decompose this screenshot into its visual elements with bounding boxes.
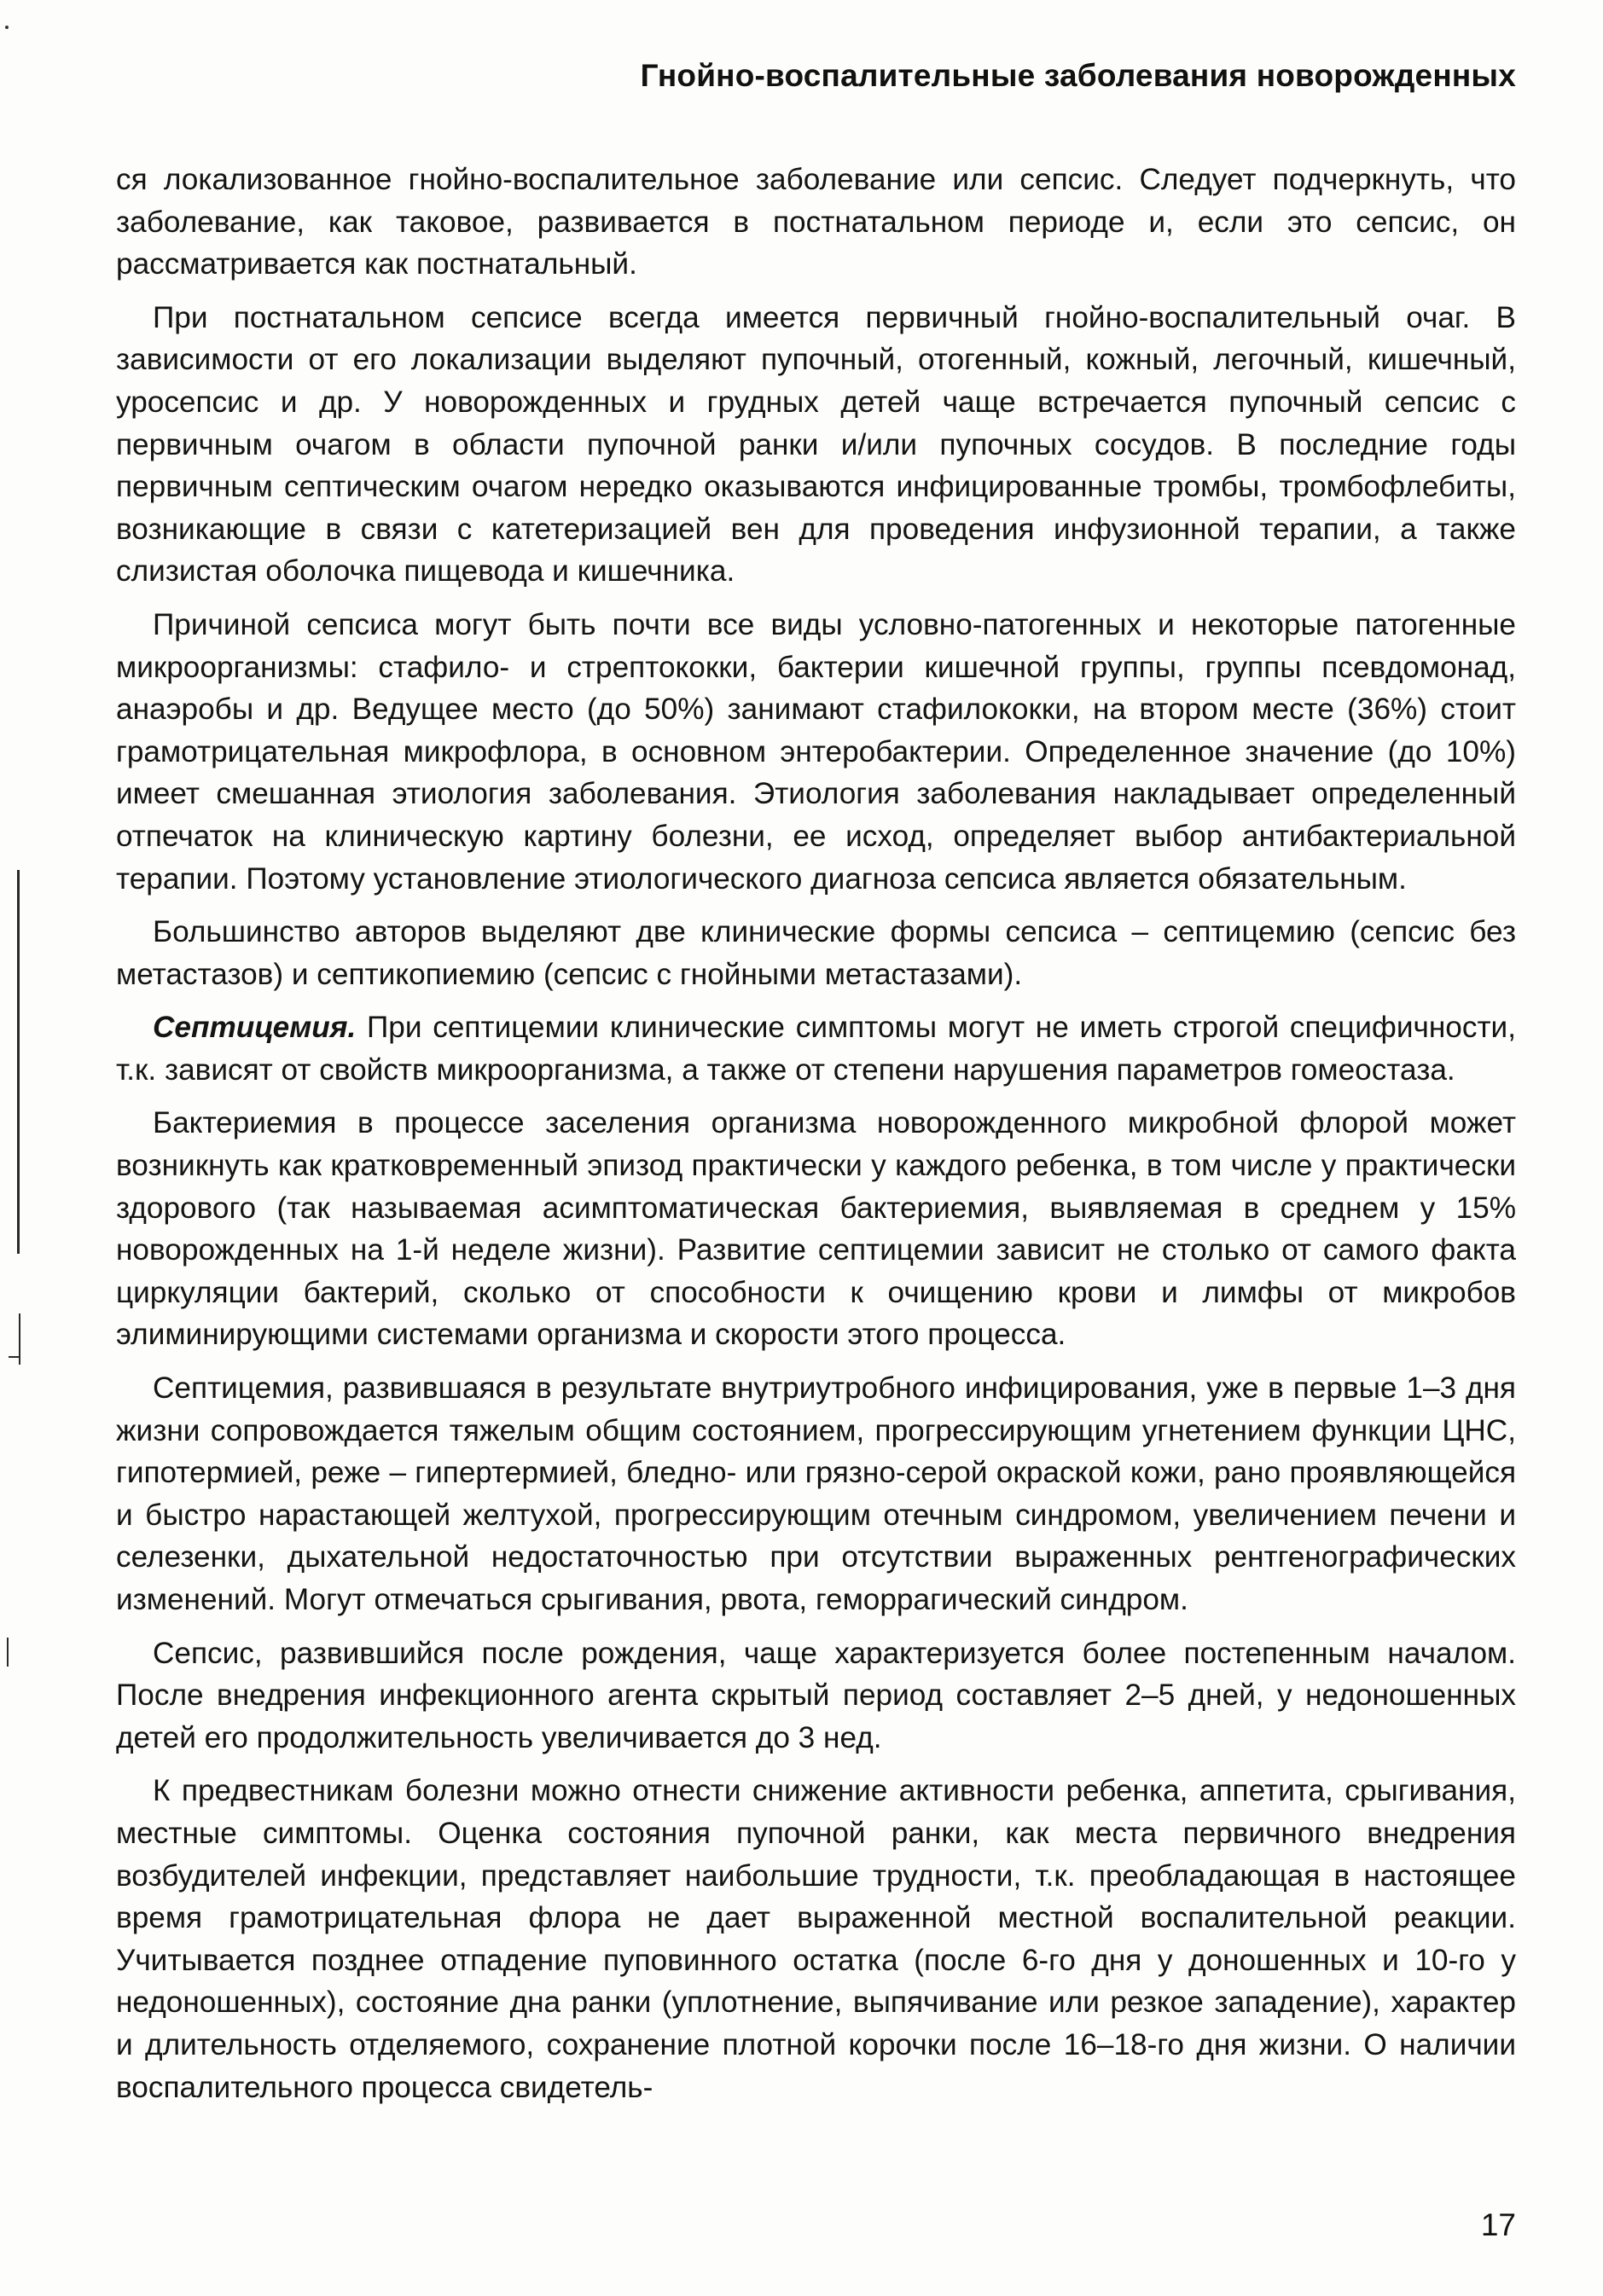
- paragraph-text: Большинство авторов выделяют две клинические формы сепсиса – септицемию (сепсис без метастазов) и септикопиемию (сепсис с гнойными метастазами).: [116, 915, 1516, 991]
- paragraph: [116, 1102, 1516, 1356]
- paragraph-text: При септицемии клинические симптомы могут не иметь строгой специфичности, т.к. зависят от свойств микроорганизма, а также от степени нарушения параметров гомеостаза.: [116, 1011, 1516, 1087]
- paragraph-text: Причиной сепсиса могут быть почти все виды условно-патогенных и некоторые патогенные микроорганизмы: стафило- и стрептококки, бактерии кишечной группы, группы псевдомонад, анаэробы и др. Ведущее место (до 50%) занимают стафилококки, на втором месте (36%) стоит грамотрицательная микрофлора, в основном энтеробактерии. Определенное значение (до 10%) имеет смешанная этиология заболевания. Этиология заболевания накладывает определенный отпечаток на клиническую картину болезни, ее исход, определяет выбор антибактериальной терапии. Поэтому установление этиологического диагноза сепсиса является обязательным.: [116, 607, 1516, 896]
- paragraph-text: К предвестникам болезни можно отнести снижение активности ребенка, аппетита, срыгивания, местные симптомы. Оценка состояния пупочной ранки, как места первичного внедрения возбудителей инфекции, представляет наибольшие трудности, т.к. преобладающая в настоящее время грамотрицательная флора не дает выраженной местной воспалительной реакции. Учитывается позднее отпадение пуповинного остатка (после 6-го дня у доношенных и 10-го у недоношенных), состояние дна ранки (уплотнение, выпячивание или резкое западение), характер и длительность отделяемого, сохранение плотной корочки после 16–18-го дня жизни. О наличии воспалительного процесса свидетель-: [116, 1774, 1516, 2104]
- paragraph-text: Септицемия, развившаяся в результате внутриутробного инфицирования, уже в первые 1–3 дня жизни сопровождается тяжелым общим состоянием, прогрессирующим угнетением функции ЦНС, гипотермией, реже – гипертермией, бледно- или грязно-серой окраской кожи, рано проявляющейся и быстро нарастающей желтухой, прогрессирующим отечным синдромом, увеличением печени и селезенки, дыхательной недостаточностью при отсутствии выраженных рентгенографических изменений. Могут отмечаться срыгивания, рвота, геморрагический синдром.: [116, 1371, 1516, 1616]
- paragraph: [116, 297, 1516, 593]
- scan-speck: [5, 26, 9, 29]
- scan-margin-mark: [9, 1356, 20, 1358]
- paragraph-text: Бактериемия в процессе заселения организма новорожденного микробной флорой может возникнуть как кратковременный эпизод практически у каждого ребенка, в том числе у практически здорового (так называемая асимптоматическая бактериемия, выявляемая в среднем у 15% новорожденных на 1-й неделе жизни). Развитие септицемии зависит не столько от самого факта циркуляции бактерий, сколько от способности к очищению крови и лимфы от микробов элиминирующими системами организма и скорости этого процесса.: [116, 1106, 1516, 1352]
- paragraph-septicemia: [116, 1006, 1516, 1091]
- paragraph: [116, 159, 1516, 286]
- paragraph-text: При постнатальном сепсисе всегда имеется первичный гнойно-воспалительный очаг. В зависимости от его локализации выделяют пупочный, отогенный, кожный, легочный, кишечный, уросепсис и др. У новорожденных и грудных детей чаще встречается пупочный сепсис с первичным очагом в области пупочной ранки и/или пупочных сосудов. В последние годы первичным септическим очагом нередко оказываются инфицированные тромбы, тромбофлебиты, возникающие в связи с катетеризацией вен для проведения инфузионной терапии, а также слизистая оболочка пищевода и кишечника.: [116, 300, 1516, 588]
- paragraph: [116, 1367, 1516, 1621]
- body-text: [116, 159, 1516, 2119]
- paragraph: [116, 1632, 1516, 1760]
- paragraph-text: Сепсис, развившийся после рождения, чаще характеризуется более постепенным началом. После внедрения инфекционного агента скрытый период составляет 2–5 дней, у недоношенных детей его продолжительность увеличивается до 3 нед.: [116, 1636, 1516, 1754]
- run-in-heading: Септицемия.: [153, 1011, 357, 1045]
- paragraph: [116, 1770, 1516, 2108]
- paragraph: [116, 604, 1516, 900]
- scan-margin-line: [17, 870, 20, 1254]
- page-number: 17: [1480, 2207, 1516, 2242]
- running-header: Гнойно-воспалительные заболевания новорожденных: [640, 58, 1516, 93]
- paragraph-text: ся локализованное гнойно-воспалительное заболевание или сепсис. Следует подчеркнуть, что заболевание, как таковое, развивается в постнатальном периоде и, если это сепсис, он рассматривается как постнатальный.: [116, 163, 1516, 281]
- scan-margin-line: [7, 1638, 9, 1667]
- paragraph: [116, 911, 1516, 995]
